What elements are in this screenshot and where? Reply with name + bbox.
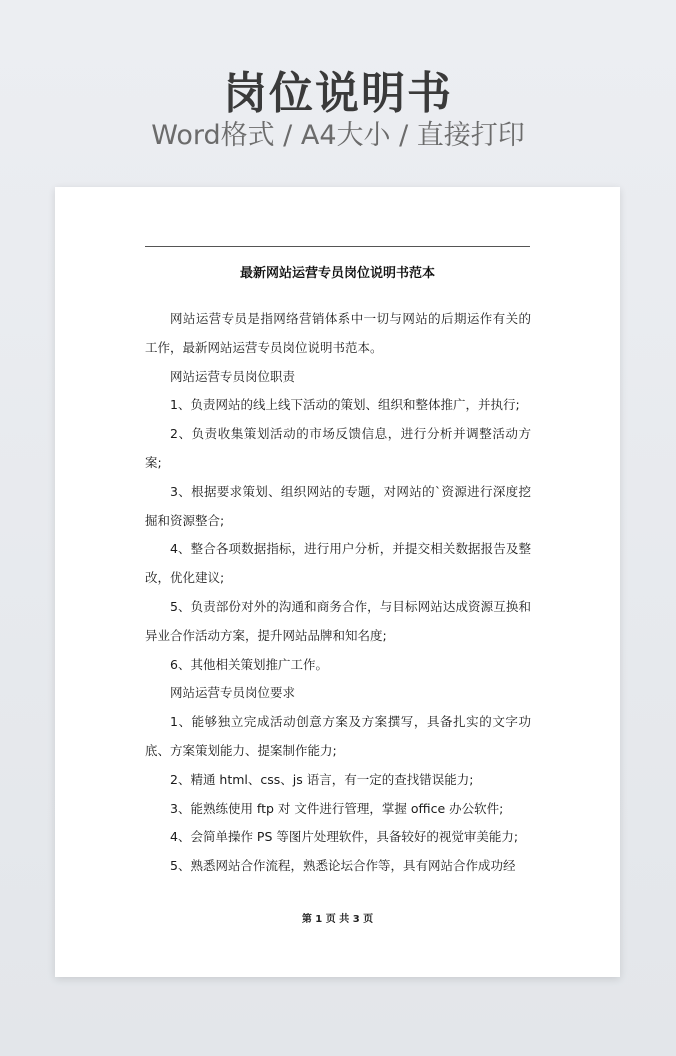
paragraph-duty-1: 1、负责网站的线上线下活动的策划、组织和整体推广，并执行; (170, 397, 520, 413)
document-title: 最新网站运营专员岗位说明书范本 (239, 266, 435, 281)
paragraph-requirement-3: 3、能熟练使用 ftp 对 文件进行管理，掌握 office 办公软件; (170, 800, 504, 816)
paragraph-duty-3: 3、根据要求策划、组织网站的专题，对网站的`资源进行深度挖掘和资源整合; (145, 483, 531, 528)
page-number: 第 1 页 共 3 页 (301, 914, 374, 925)
paragraph-requirement-5: 5、熟悉网站合作流程，熟悉论坛合作等，具有网站合作成功经 (170, 858, 516, 874)
document-body (145, 305, 531, 881)
document-page (55, 187, 620, 977)
paragraph-duties-heading: 网站运营专员岗位职责 (170, 368, 296, 384)
paragraph-requirement-1: 1、能够独立完成活动创意方案及方案撰写，具备扎实的文字功底、方案策划能力、提案制作能力; (145, 714, 531, 758)
paragraph-requirements-heading: 网站运营专员岗位要求 (170, 685, 296, 701)
banner-title: 岗位说明书 (223, 68, 453, 119)
paragraph-requirement-2: 2、精通 html、css、js 语言，有一定的查找错误能力; (170, 771, 474, 787)
banner-subtitle: Word格式 / A4大小 / 直接打印 (151, 120, 525, 151)
paragraph-intro: 网站运营专员是指网络营销体系中一切与网站的后期运作有关的工作，最新网站运营专员岗位说明书范本。 (145, 311, 531, 355)
paragraph-duty-6: 6、其他相关策划推广工作。 (170, 656, 328, 672)
paragraph-requirement-4: 4、会简单操作 PS 等图片处理软件，具备较好的视觉审美能力; (170, 829, 519, 845)
paragraph-duty-4: 4、整合各项数据指标，进行用户分析，并提交相关数据报告及整改，优化建议; (145, 541, 531, 586)
paragraph-duty-5: 5、负责部份对外的沟通和商务合作，与目标网站达成资源互换和异业合作活动方案，提升网站品牌和知名度; (145, 598, 531, 643)
paragraph-duty-2: 2、负责收集策划活动的市场反馈信息，进行分析并调整活动方案; (145, 426, 531, 470)
header-rule (145, 246, 530, 247)
